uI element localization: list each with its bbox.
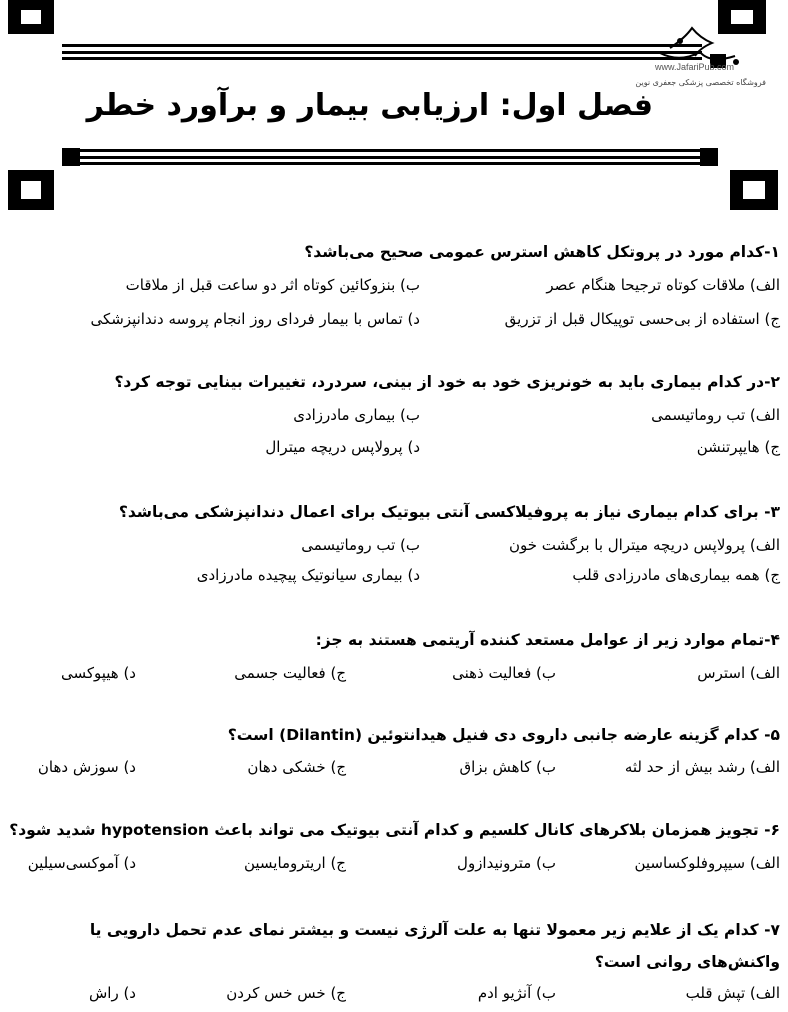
option-b: ب) تب روماتیسمی: [301, 536, 420, 554]
question-2: ۲-در کدام بیماری باید به خونریزی خود به خود از بینی، سردرد، تغییرات بینایی توجه کرد؟: [114, 373, 780, 391]
question-5: ۵- کدام گزینه عارضه جانبی داروی دی فنیل هیدانتوئین (Dilantin) است؟: [227, 726, 780, 744]
option-a: الف) رشد بیش از حد لثه: [624, 758, 780, 776]
header-rule-top: [62, 44, 702, 60]
option-d: د) تماس با بیمار فردای روز انجام پروسه دندانپزشکی: [90, 310, 420, 328]
option-c: ج) اریترومایسین: [243, 854, 346, 872]
logo-url: www.JafariPub.com: [655, 62, 735, 72]
question-1: ۱-کدام مورد در پروتکل کاهش استرس عمومی صحیح می‌باشد؟: [304, 243, 780, 261]
option-d: د) آموکسی‌سیلین: [27, 854, 136, 872]
publisher-logo-icon: [640, 8, 750, 88]
option-c: ج) همه بیماری‌های مادرزادی قلب: [572, 566, 780, 584]
option-b: ب) بیماری مادرزادی: [293, 406, 420, 424]
option-b: ب) بنزوکائین کوتاه اثر دو ساعت قبل از ملاقات: [125, 276, 420, 294]
option-a: الف) استرس: [697, 664, 780, 682]
option-c: ج) هایپرتنشن: [696, 438, 780, 456]
option-a: الف) پرولاپس دریچه میترال با برگشت خون: [508, 536, 780, 554]
chapter-title: فصل اول: ارزیابی بیمار و برآورد خطر: [86, 88, 653, 123]
option-c: ج) خشکی دهان: [247, 758, 346, 776]
option-c: ج) استفاده از بی‌حسی توپیکال قبل از تزریق: [504, 310, 780, 328]
question-7: ۷- کدام یک از علایم زیر معمولا تنها به علت آلرژی نیست و بیشتر نمای عدم تحمل دارویی یا واکنش‌های روانی است؟: [89, 921, 780, 971]
option-d: د) بیماری سیانوتیک پیچیده مادرزادی: [196, 566, 420, 584]
rule-end-square-left: [62, 148, 80, 166]
corner-square-bottom-right: [730, 170, 778, 210]
header-rule-bottom: [80, 149, 700, 165]
question-3: ۳- برای کدام بیماری نیاز به پروفیلاکسی آنتی بیوتیک برای اعمال دندانپزشکی می‌باشد؟: [118, 503, 780, 521]
option-b: ب) فعالیت ذهنی: [452, 664, 556, 682]
option-a: الف) ملاقات کوتاه ترجیحا هنگام عصر: [546, 276, 780, 294]
rule-end-square-right: [700, 148, 718, 166]
question-4: ۴-تمام موارد زیر از عوامل مستعد کننده آریتمی هستند به جز:: [315, 631, 780, 649]
option-d: د) هیپوکسی: [60, 664, 136, 682]
question-6: ۶- تجویز همزمان بلاکرهای کانال کلسیم و کدام آنتی بیوتیک می تواند باعث hypotension شدید شود؟: [9, 821, 780, 839]
option-d: د) سوزش دهان: [37, 758, 136, 776]
option-d: د) راش: [88, 984, 136, 1002]
option-c: ج) خس خس کردن: [226, 984, 346, 1002]
option-a: الف) سیپروفلوکساسین: [634, 854, 780, 872]
option-a: الف) تب روماتیسمی: [651, 406, 780, 424]
option-c: ج) فعالیت جسمی: [234, 664, 346, 682]
logo-subtitle: فروشگاه تخصصی پزشکی جعفری نوین: [635, 78, 766, 87]
option-d: د) پرولاپس دریچه میترال: [265, 438, 420, 456]
option-b: ب) کاهش بزاق: [459, 758, 556, 776]
corner-square-bottom-left: [8, 170, 54, 210]
corner-square-top-left: [8, 0, 54, 34]
option-a: الف) تپش قلب: [685, 984, 780, 1002]
option-b: ب) مترونیدازول: [457, 854, 556, 872]
option-b: ب) آنژیو ادم: [477, 984, 556, 1002]
